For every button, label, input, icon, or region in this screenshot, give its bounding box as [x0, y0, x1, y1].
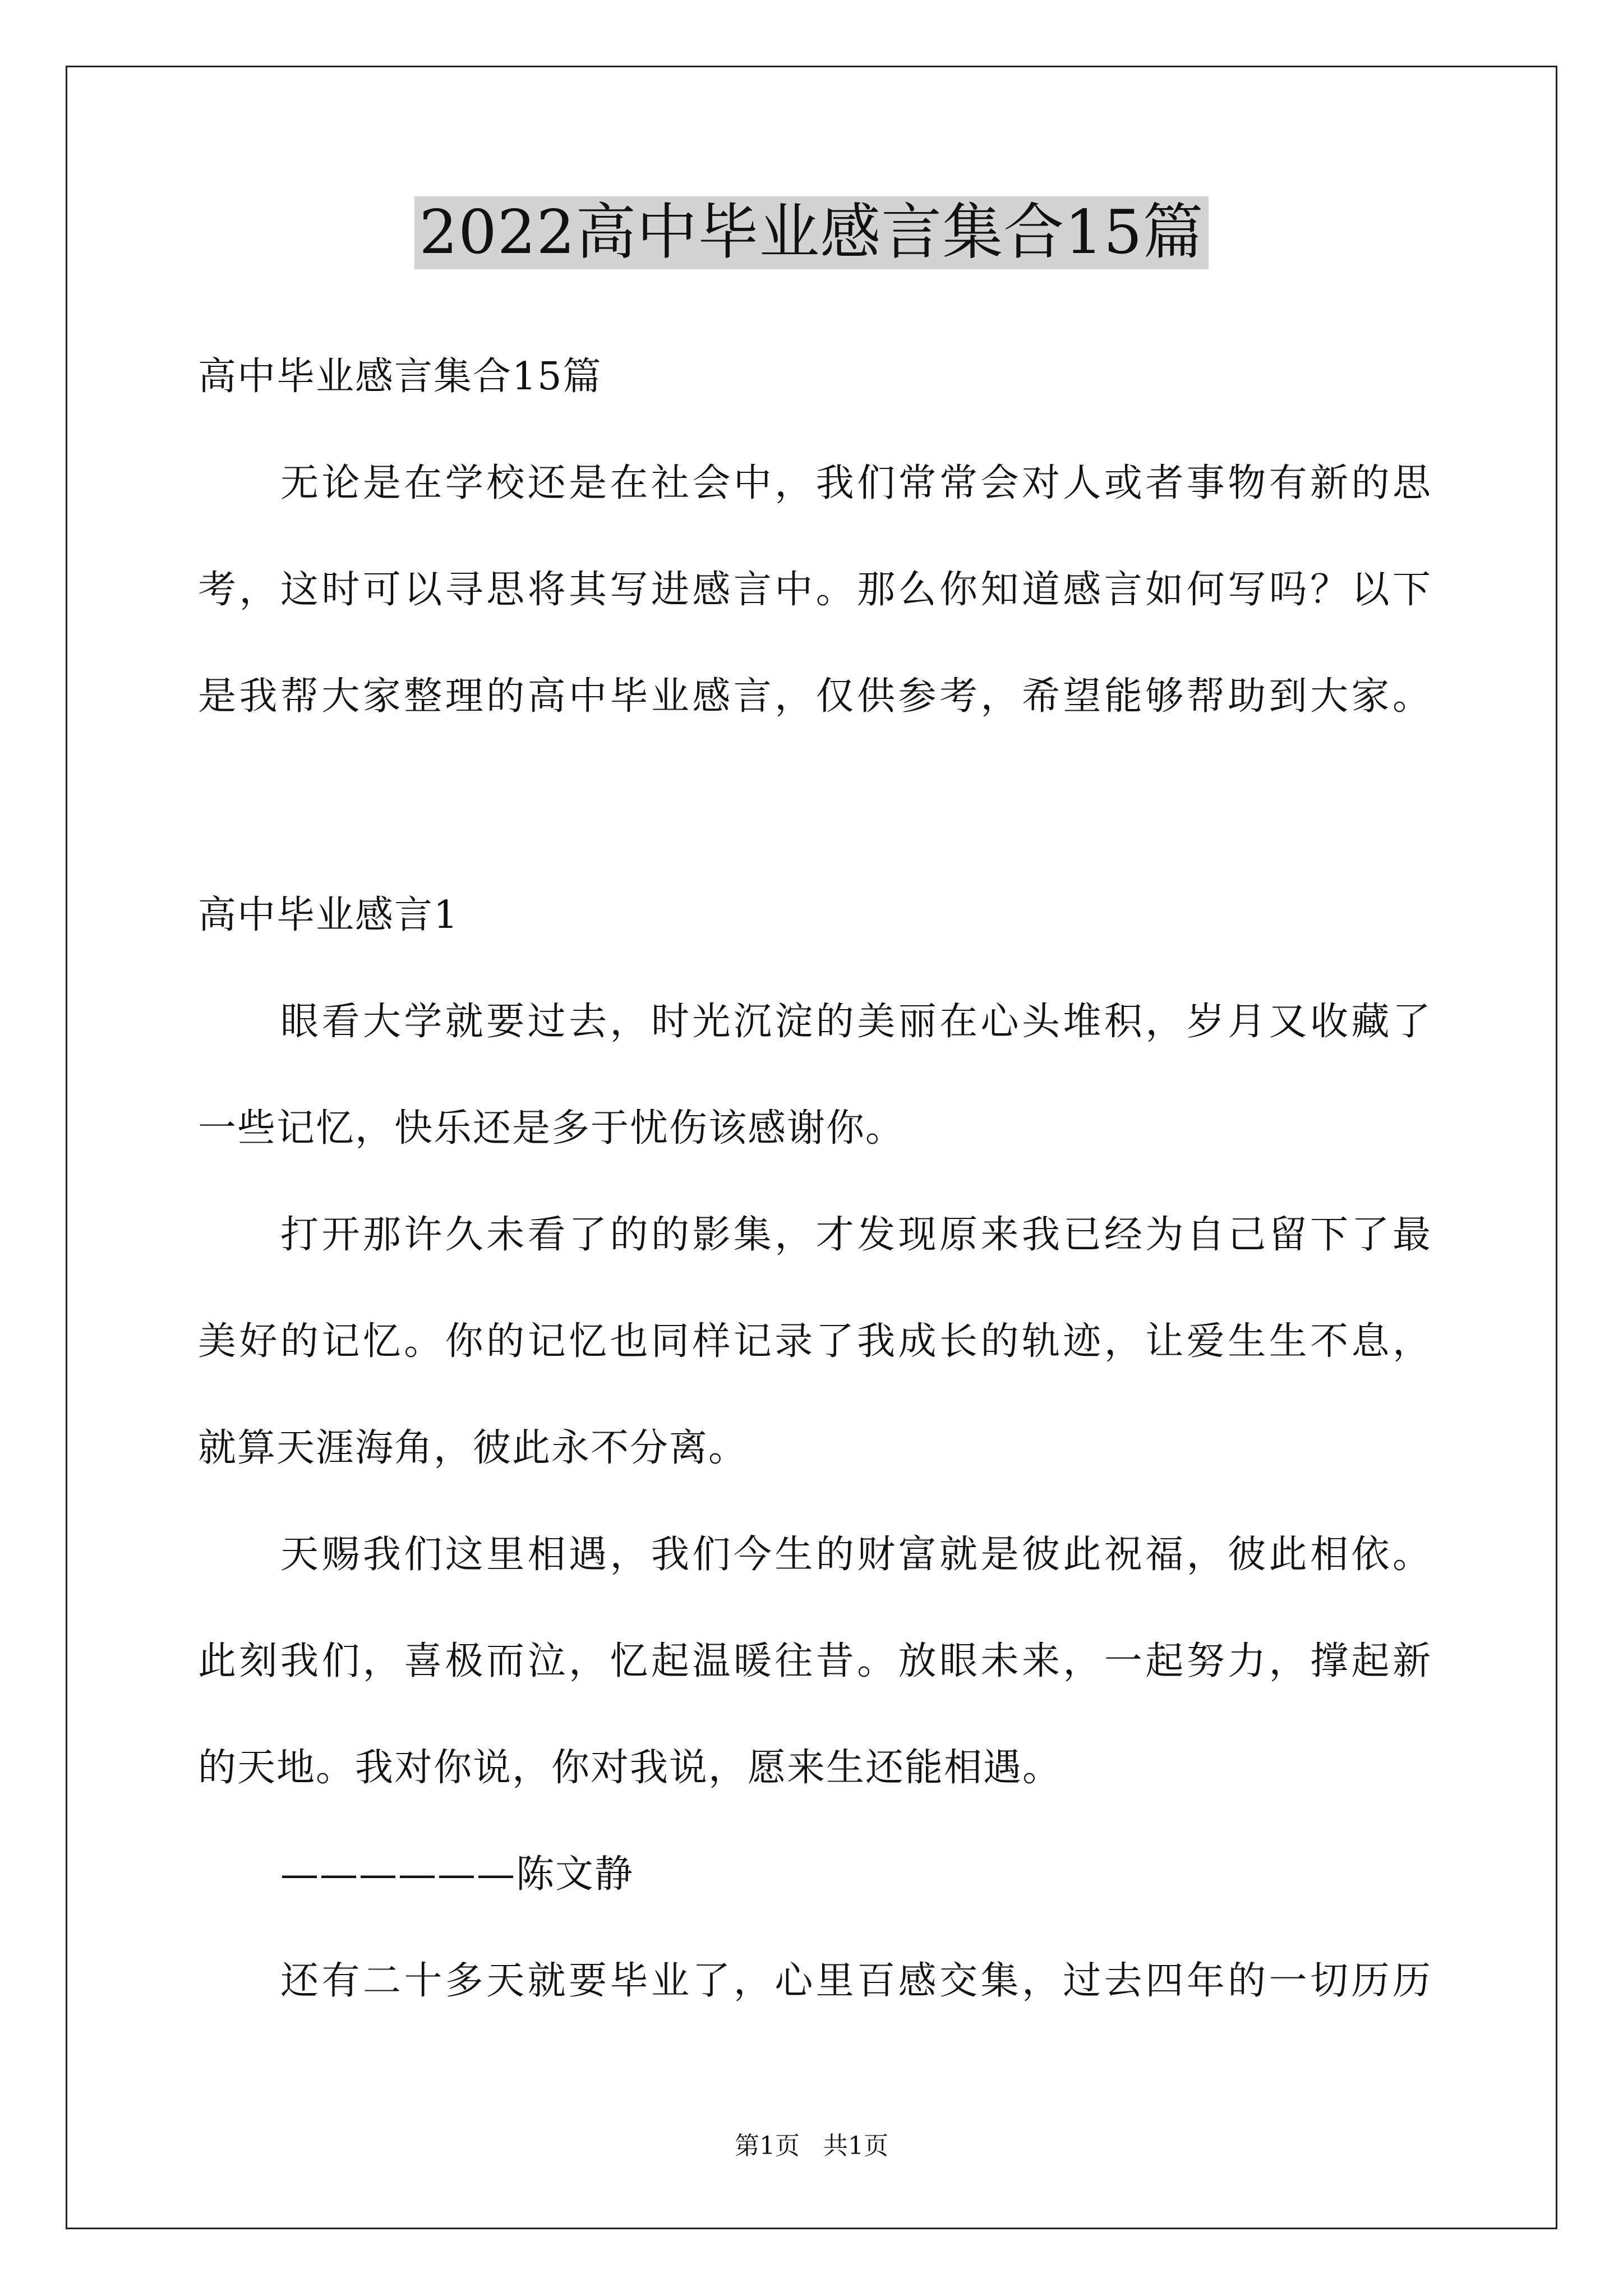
signature: ——————陈文静: [280, 1852, 634, 1897]
para3-line-1: 天赐我们这里相遇，我们今生的财富就是彼此祝福，彼此相依。: [280, 1533, 1432, 1577]
page-footer: 第1页 共1页: [735, 2132, 888, 2160]
para2-line-3: 就算天涯海角，彼此永不分离。: [198, 1426, 748, 1470]
para3-line-3: 的天地。我对你说，你对我说，愿来生还能相遇。: [198, 1746, 1062, 1790]
para1-line-1: 眼看大学就要过去，时光沉淀的美丽在心头堆积，岁月又收藏了: [280, 1000, 1432, 1044]
document-title: 2022高中毕业感言集合15篇: [414, 196, 1208, 269]
intro-line-1: 无论是在学校还是在社会中，我们常常会对人或者事物有新的思: [280, 461, 1432, 505]
para1-line-2: 一些记忆，快乐还是多于忧伤该感谢你。: [198, 1106, 905, 1151]
para2-line-1: 打开那许久未看了的的影集，才发现原来我已经为自己留下了最: [280, 1213, 1432, 1257]
intro-line-2: 考，这时可以寻思将其写进感言中。那么你知道感言如何写吗？以下: [198, 568, 1432, 612]
para2-line-2: 美好的记忆。你的记忆也同样记录了我成长的轨迹，让爱生生不息，: [198, 1319, 1432, 1364]
document-subtitle: 高中毕业感言集合15篇: [198, 355, 602, 399]
title-container: [0, 196, 1623, 269]
para3-line-2: 此刻我们，喜极而泣，忆起温暖往昔。放眼未来，一起努力，撑起新: [198, 1639, 1432, 1683]
intro-line-3: 是我帮大家整理的高中毕业感言，仅供参考，希望能够帮助到大家。: [198, 674, 1432, 719]
section-heading: 高中毕业感言1: [198, 893, 459, 937]
para4-line-1: 还有二十多天就要毕业了，心里百感交集，过去四年的一切历历: [280, 1959, 1432, 2003]
